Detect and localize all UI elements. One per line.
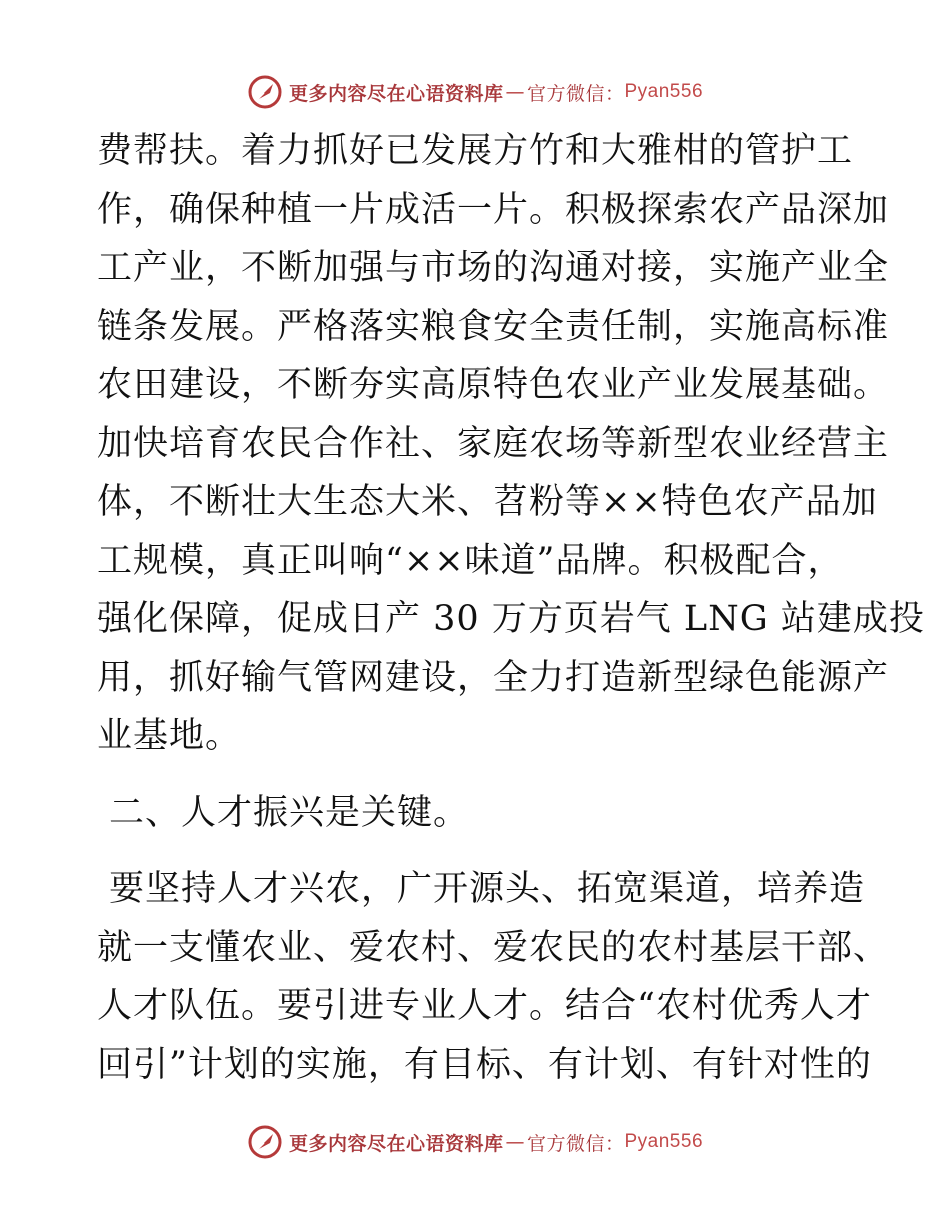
text-line: 人才队伍。要引进专业人才。结合“农村优秀人才 [97,986,872,1026]
section-heading: 二、人才振兴是关键。 [109,792,470,833]
watermark-dash: — [505,1131,525,1153]
watermark-dash: — [505,81,525,103]
paragraph-1 [97,122,925,766]
text-line: 农田建设，不断夯实高原特色农业产业发展基础。 [97,365,890,405]
text-line: 要坚持人才兴农，广开源头、拓宽渠道，培养造 [109,869,866,909]
watermark-wechat-label: 官方微信： [526,82,625,105]
header-watermark [0,72,950,112]
text-line: 体，不断壮大生态大米、苕粉等××特色农产品加 [97,482,878,522]
watermark-wechat-label: 官方微信： [526,1132,625,1155]
text-line: 作，确保种植一片成活一片。积极探索农产品深加 [97,189,890,230]
text-line: 业基地。 [97,716,242,756]
text-line: 用，抓好输气管网建设，全力打造新型绿色能源产 [97,657,890,698]
watermark-wechat-id: Pyan556 [624,1131,704,1152]
quill-logo-icon [247,74,283,110]
text-line: 链条发展。严格落实粮食安全责任制，实施高标准 [97,306,890,347]
paragraph-2 [97,860,890,1094]
paragraph-gap [97,766,857,784]
text-line: 工规模，真正叫响“××味道”品牌。积极配合， [97,540,844,581]
watermark-wechat-id: Pyan556 [624,81,704,102]
paragraph-gap [97,842,857,860]
watermark-main-text: 更多内容尽在心语资料库 [288,82,504,105]
text-line: 费帮扶。着力抓好已发展方竹和大雅柑的管护工 [97,131,854,171]
document-body [97,122,925,1094]
text-line: 就一支懂农业、爱农村、爱农民的农村基层干部、 [97,927,890,968]
text-line: 回引”计划的实施，有目标、有计划、有针对性的 [97,1044,872,1085]
quill-logo-icon [247,1124,283,1160]
text-line: 工产业，不断加强与市场的沟通对接，实施产业全 [97,248,890,288]
footer-watermark [0,1122,950,1162]
text-line: 加快培育农民合作社、家庭农场等新型农业经营主 [97,423,890,464]
watermark-main-text: 更多内容尽在心语资料库 [288,1132,504,1155]
text-line: 强化保障，促成日产 30 万方页岩气 LNG 站建成投 [97,599,925,639]
